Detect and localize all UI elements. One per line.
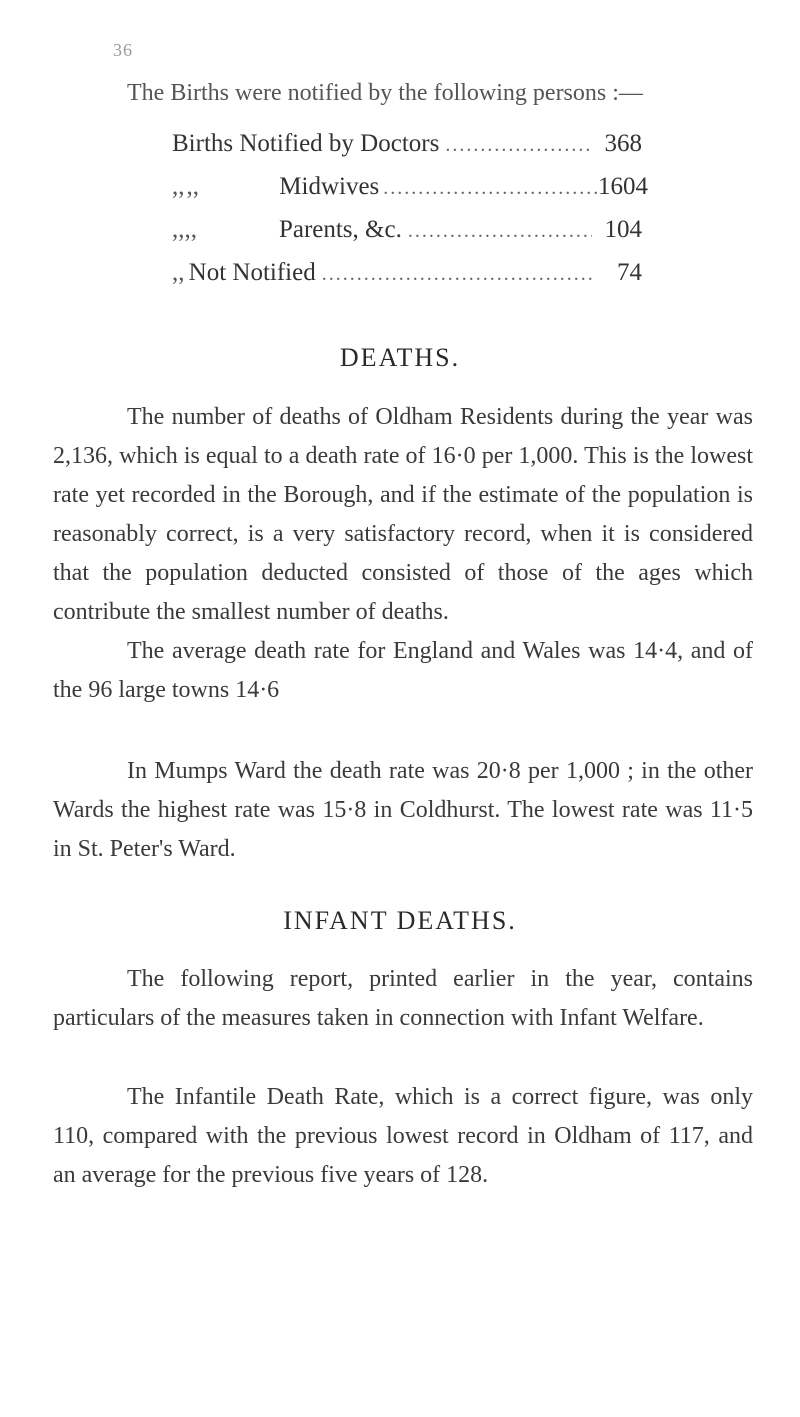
births-label: Midwives <box>279 173 380 200</box>
deaths-paragraph-1: The number of deaths of Oldham Residents during the year was 2,136, which is equal to a death rate of 16·0 per 1,000. This is the lowest rate yet recorded in the Borough, and if the estimate of the population is reasonably correct, is a very satisfactory record, when it is considered that the population deducted consisted of those of the ages which contribute the smallest number of deaths. <box>53 404 753 625</box>
deaths-heading: DEATHS. <box>339 343 461 372</box>
ditto-mark: ,, <box>172 259 185 286</box>
deaths-paragraph-2: The average death rate for England and Wales was 14·4, and of the 96 large towns 14·6 <box>53 638 753 703</box>
ditto-mark: ,, <box>172 173 185 200</box>
births-row-parents <box>172 216 642 259</box>
births-row-midwives <box>172 173 648 216</box>
ditto-mark: ,, <box>186 173 199 200</box>
dot-leader <box>408 220 592 243</box>
births-value: 368 <box>604 130 642 157</box>
dot-leader <box>322 263 592 286</box>
births-row-not-notified <box>172 259 642 302</box>
dot-leader <box>445 134 592 157</box>
births-value: 74 <box>617 259 642 286</box>
births-list <box>172 130 648 302</box>
births-value: 104 <box>604 216 642 243</box>
births-intro: The Births were notified by the following persons :— <box>127 80 643 106</box>
dot-leader <box>383 177 598 200</box>
births-label: Parents, &c. <box>278 216 402 243</box>
infant-deaths-paragraph-1: The following report, printed earlier in the year, contains particulars of the measures taken in connection with Infant Welfare. <box>53 966 753 1031</box>
births-label: Births Notified by Doctors <box>172 130 440 157</box>
births-value: 1604 <box>598 173 648 200</box>
infant-deaths-heading: INFANT DEATHS. <box>283 906 517 935</box>
ditto-mark: ,, <box>172 216 185 243</box>
page-number: 36 <box>113 40 133 60</box>
births-label: Not Notified <box>188 259 316 286</box>
infant-deaths-paragraph-2: The Infantile Death Rate, which is a correct figure, was only 110, compared with the previous lowest record in Oldham of 117, and an average for the previous five years of 128. <box>53 1084 753 1188</box>
ditto-mark: ,, <box>184 216 197 243</box>
deaths-paragraph-3: In Mumps Ward the death rate was 20·8 per 1,000 ; in the other Wards the highest rate was 15·8 in Coldhurst. The lowest rate was 11·5 in St. Peter's Ward. <box>53 758 753 862</box>
births-row-doctors <box>172 130 642 173</box>
